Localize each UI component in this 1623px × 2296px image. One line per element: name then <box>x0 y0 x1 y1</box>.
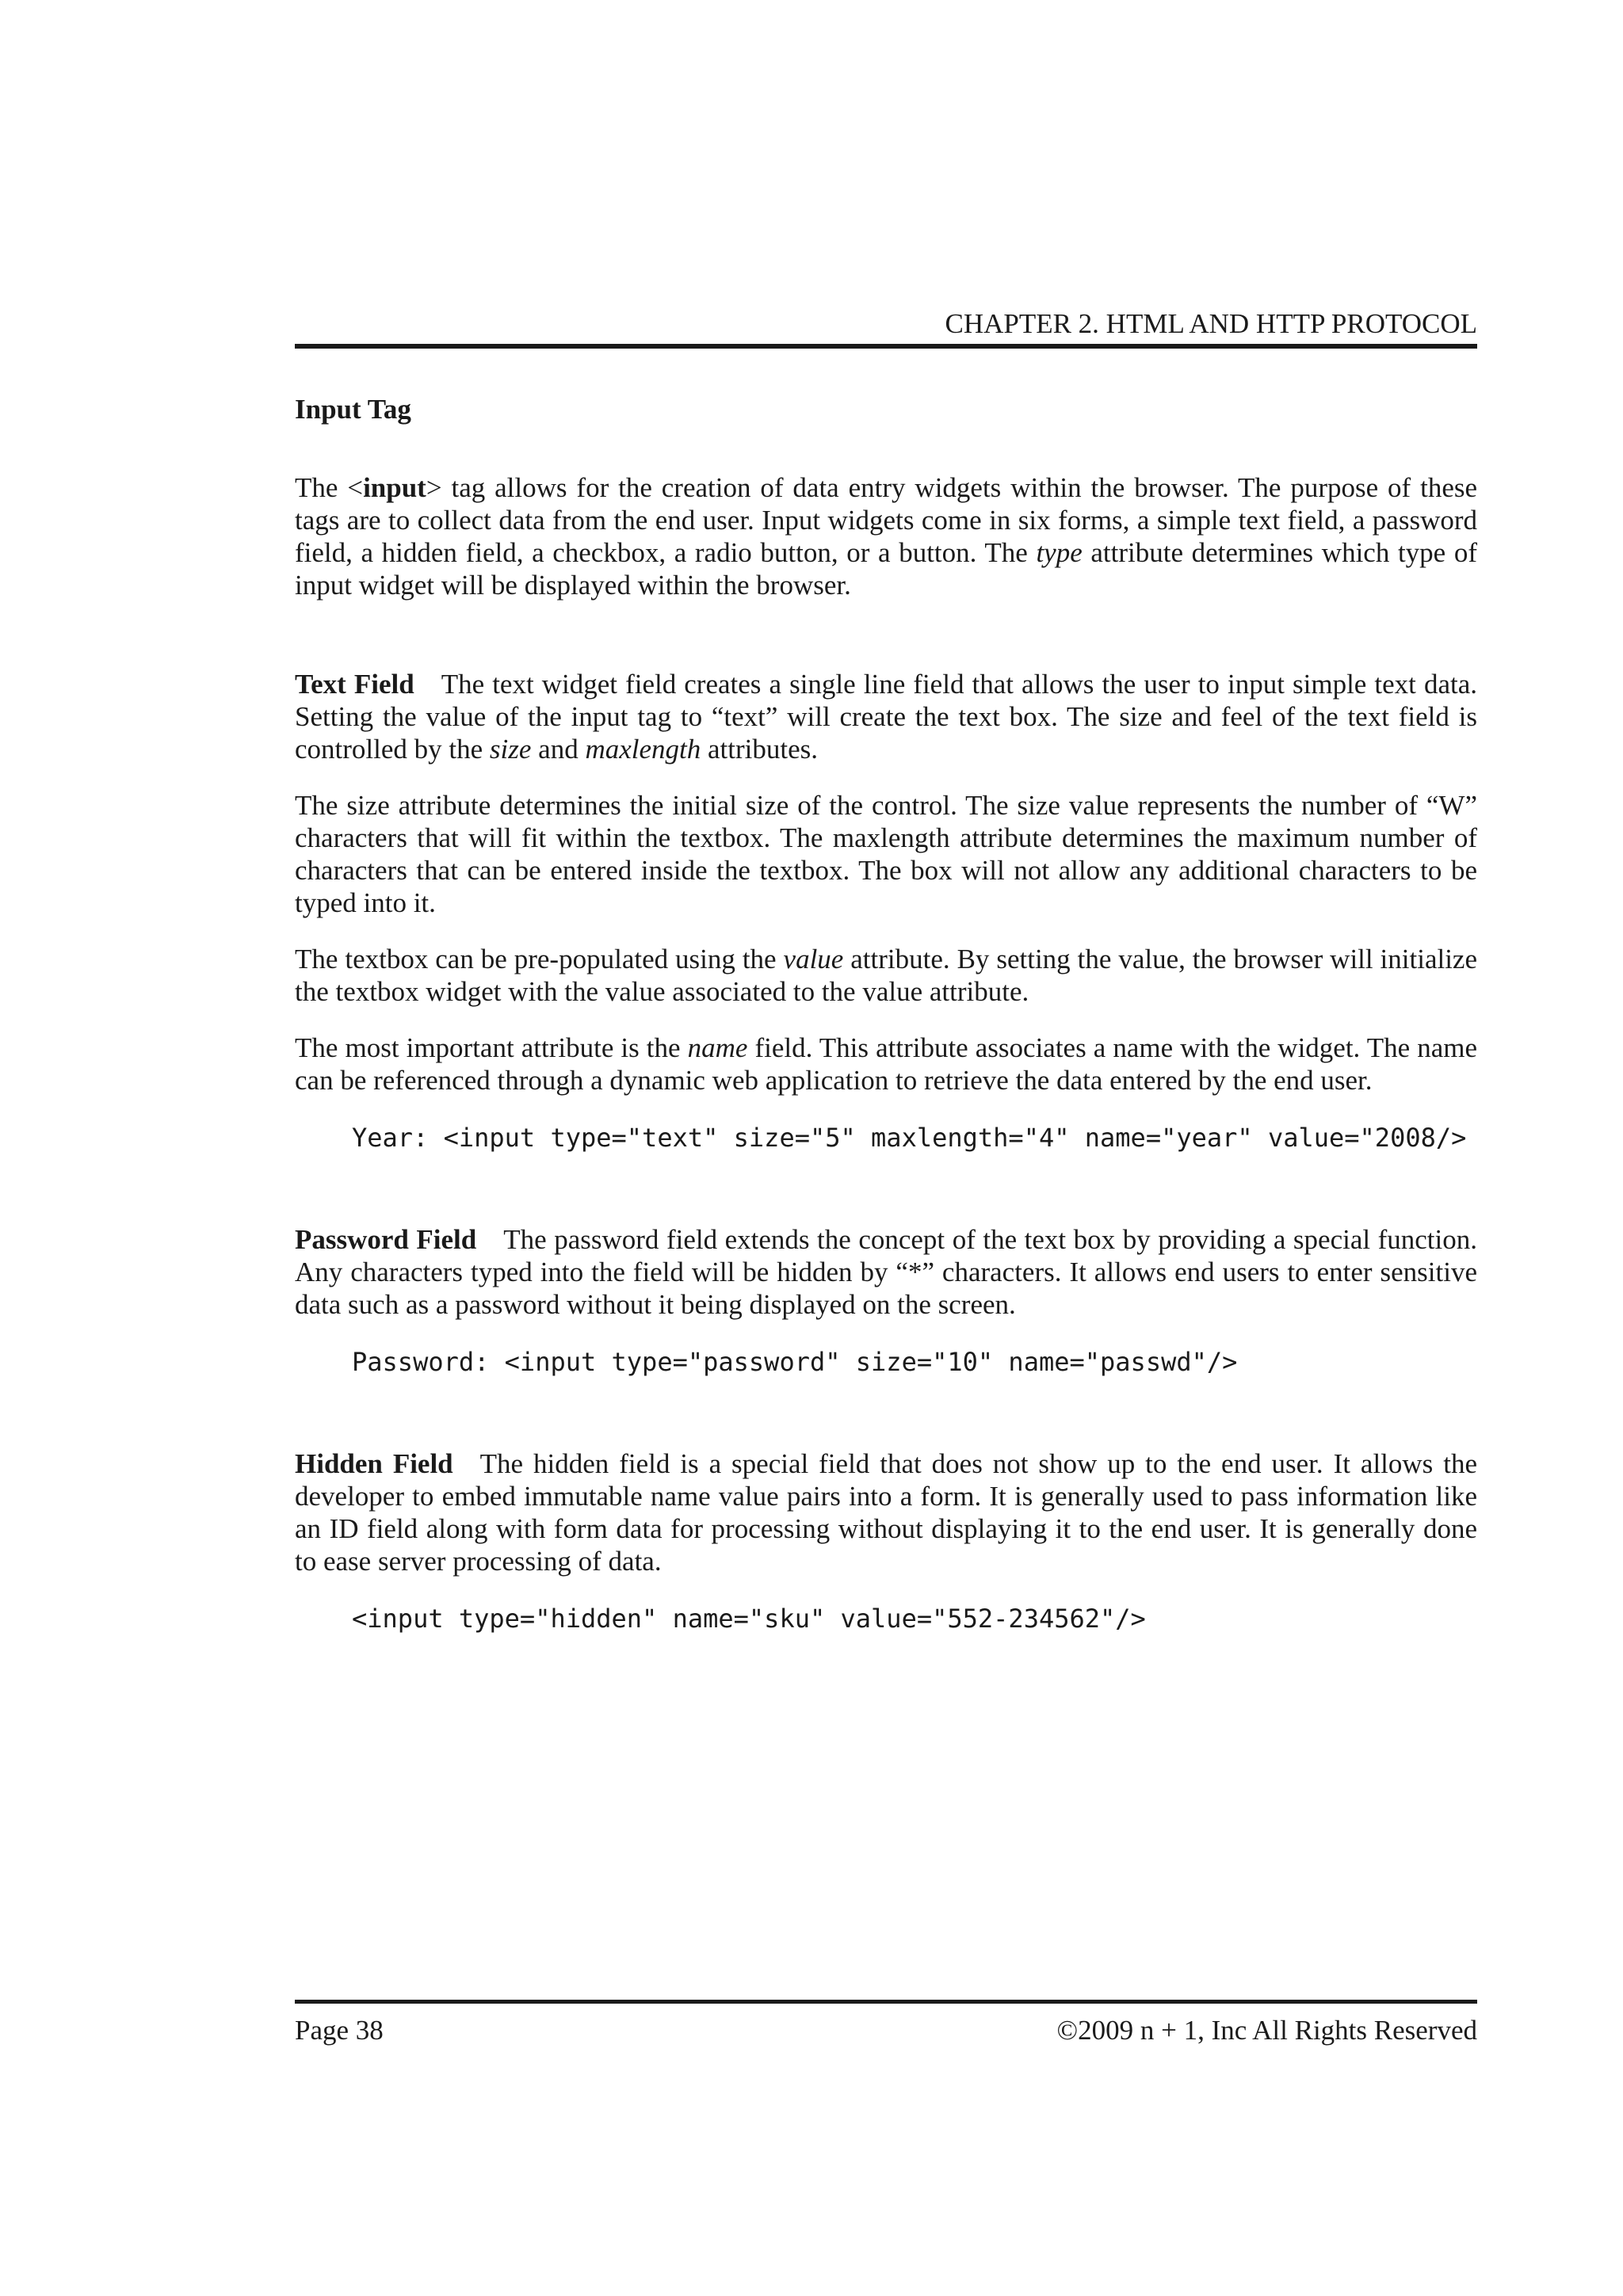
running-head: CHAPTER 2. HTML AND HTTP PROTOCOL <box>945 308 1477 339</box>
spacer <box>295 1321 1477 1346</box>
text-field-p1-b: and <box>531 734 586 765</box>
spacer <box>295 425 1477 471</box>
text-field-paragraph-4 <box>295 1032 1477 1097</box>
text-field-code-example: Year: <input type="text" size="5" maxlength="4" name="year" value="2008/> <box>352 1123 1467 1153</box>
text-field-p1-c: attributes. <box>701 734 818 765</box>
password-field-heading: Password Field <box>295 1224 477 1255</box>
copyright-notice: ©2009 n + 1, Inc All Rights Reserved <box>1056 2015 1477 2046</box>
intro-text-pre: The < <box>295 472 364 503</box>
spacer <box>295 765 1477 789</box>
password-field-code-example: Password: <input type="password" size="10" name="passwd"/> <box>352 1347 1238 1377</box>
footer-rule <box>295 2000 1477 2004</box>
spacer <box>295 919 1477 943</box>
text-field-name-word: name <box>687 1032 748 1063</box>
section-title: Input Tag <box>295 394 411 425</box>
intro-paragraph <box>295 471 1477 601</box>
text-field-value-word: value <box>783 944 844 974</box>
intro-text-post: attribute determines which type of input widget will be displayed within the browser. <box>295 537 1477 601</box>
spacer <box>295 1097 1477 1122</box>
text-field-paragraph-1 <box>295 668 1477 765</box>
page-number: Page 38 <box>295 2015 384 2046</box>
intro-type-word: type <box>1036 537 1083 568</box>
text-field-p3-b: attribute. By setting the value, the browser will initialize the textbox widget with the value associated to the value attribute. <box>295 944 1477 1007</box>
text-field-p1-a: The text widget field creates a single line field that allows the user to input simple text data. Setting the value of the input tag to “text” will create the text box. The size and feel of the text field is controlled by the <box>295 669 1477 765</box>
intro-tag-name: input <box>363 472 426 503</box>
text-field-p4-a: The most important attribute is the <box>295 1032 688 1063</box>
spacer <box>295 1008 1477 1032</box>
spacer <box>295 1577 1477 1603</box>
password-field-text: The password field extends the concept of the text box by providing a special function. Any characters typed into the field will be hidden by “*” characters. It allows end users to enter sensitive data such as a password without it being displayed on the screen. <box>295 1224 1478 1320</box>
page-body <box>295 387 1477 1634</box>
text-field-p3-a: The textbox can be pre-populated using the <box>295 944 784 974</box>
spacer <box>295 1154 1477 1223</box>
hidden-field-text: The hidden field is a special field that does not show up to the end user. It allows the developer to embed immutable name value pairs into a form. It is generally used to pass information like an ID field along with form data for processing without displaying it to the end user. It is generally done to ease server processing of data. <box>295 1448 1477 1577</box>
spacer <box>295 1378 1477 1447</box>
hidden-field-paragraph <box>295 1447 1477 1577</box>
text-field-maxlength-word: maxlength <box>585 734 701 765</box>
hidden-field-code-example: <input type="hidden" name="sku" value="552-234562"/> <box>352 1604 1146 1634</box>
spacer <box>295 601 1477 668</box>
header-rule <box>295 344 1477 349</box>
text-field-paragraph-2: The size attribute determines the initial size of the control. The size value represents the number of “W” characters that will fit within the textbox. The maxlength attribute determines the maximum number of characters that can be entered inside the textbox. The box will not allow any additional characters to be typed into it. <box>295 790 1477 918</box>
hidden-field-heading: Hidden Field <box>295 1448 453 1479</box>
text-field-p4-b: field. This attribute associates a name with the widget. The name can be referenced through a dynamic web application to retrieve the data entered by the end user. <box>295 1032 1477 1096</box>
text-field-heading: Text Field <box>295 669 414 700</box>
text-field-size-word: size <box>489 734 532 765</box>
intro-text-mid: > tag allows for the creation of data entry widgets within the browser. The purpose of these tags are to collect data from the end user. Input widgets come in six forms, a simple text field, a password field, a hidden field, a checkbox, a radio button, or a button. The <box>295 472 1478 568</box>
password-field-paragraph <box>295 1223 1477 1321</box>
text-field-paragraph-3 <box>295 943 1477 1008</box>
